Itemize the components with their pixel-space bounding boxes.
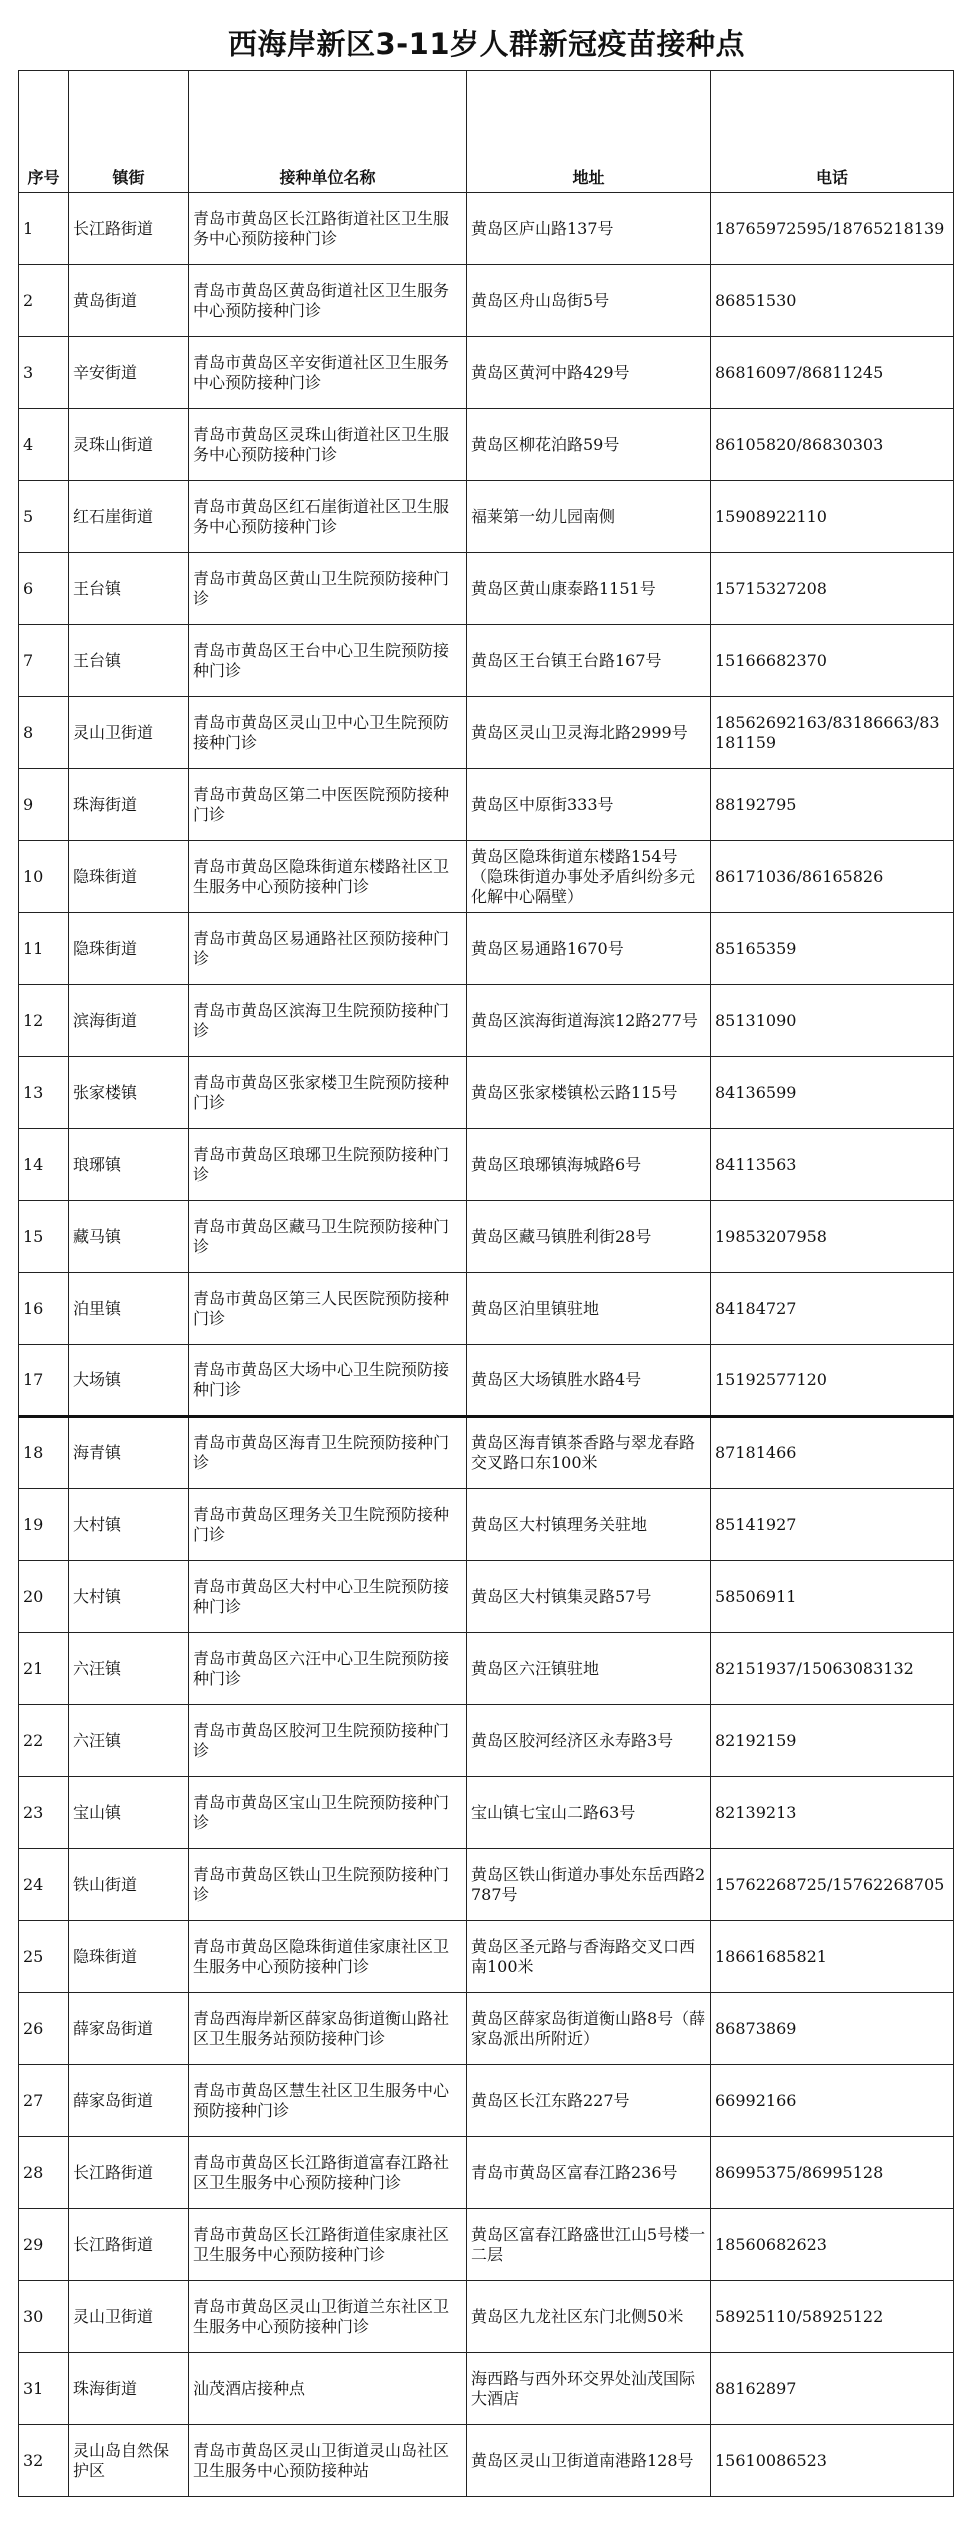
cell-street: 大村镇 [69, 1489, 189, 1561]
cell-phone: 15166682370 [711, 625, 954, 697]
cell-address: 黄岛区庐山路137号 [467, 193, 711, 265]
cell-address: 黄岛区黄山康泰路1151号 [467, 553, 711, 625]
cell-unit: 青岛市黄岛区易通路社区预防接种门诊 [189, 913, 467, 985]
cell-phone: 86851530 [711, 265, 954, 337]
cell-address: 黄岛区藏马镇胜利街28号 [467, 1201, 711, 1273]
cell-unit: 青岛市黄岛区辛安街道社区卫生服务中心预防接种门诊 [189, 337, 467, 409]
cell-no: 8 [19, 697, 69, 769]
cell-unit: 青岛市黄岛区张家楼卫生院预防接种门诊 [189, 1057, 467, 1129]
cell-phone: 15908922110 [711, 481, 954, 553]
cell-street: 滨海街道 [69, 985, 189, 1057]
cell-address: 黄岛区易通路1670号 [467, 913, 711, 985]
cell-unit: 青岛市黄岛区大村中心卫生院预防接种门诊 [189, 1561, 467, 1633]
table-row [19, 1489, 954, 1561]
cell-phone: 19853207958 [711, 1201, 954, 1273]
table-row [19, 769, 954, 841]
cell-phone: 82151937/15063083132 [711, 1633, 954, 1705]
cell-unit: 青岛市黄岛区黄山卫生院预防接种门诊 [189, 553, 467, 625]
cell-unit: 青岛市黄岛区第二中医医院预防接种门诊 [189, 769, 467, 841]
cell-unit: 青岛市黄岛区王台中心卫生院预防接种门诊 [189, 625, 467, 697]
cell-address: 黄岛区长江东路227号 [467, 2065, 711, 2137]
cell-phone: 18765972595/18765218139 [711, 193, 954, 265]
cell-street: 铁山街道 [69, 1849, 189, 1921]
table-row [19, 1921, 954, 1993]
cell-phone: 58925110/58925122 [711, 2281, 954, 2353]
cell-phone: 85165359 [711, 913, 954, 985]
table-row [19, 1417, 954, 1489]
cell-unit: 青岛市黄岛区红石崖街道社区卫生服务中心预防接种门诊 [189, 481, 467, 553]
cell-no: 28 [19, 2137, 69, 2209]
cell-phone: 85141927 [711, 1489, 954, 1561]
cell-no: 10 [19, 841, 69, 913]
vaccination-sites-table [18, 70, 954, 2497]
cell-unit: 青岛市黄岛区灵山卫中心卫生院预防接种门诊 [189, 697, 467, 769]
table-row [19, 2065, 954, 2137]
table-row [19, 913, 954, 985]
cell-street: 灵山卫街道 [69, 697, 189, 769]
cell-phone: 15715327208 [711, 553, 954, 625]
cell-phone: 18562692163/83186663/83181159 [711, 697, 954, 769]
table-row [19, 1273, 954, 1345]
cell-no: 23 [19, 1777, 69, 1849]
cell-address: 黄岛区大村镇理务关驻地 [467, 1489, 711, 1561]
cell-street: 王台镇 [69, 553, 189, 625]
cell-unit: 青岛市黄岛区大场中心卫生院预防接种门诊 [189, 1345, 467, 1417]
cell-unit: 青岛市黄岛区灵珠山街道社区卫生服务中心预防接种门诊 [189, 409, 467, 481]
cell-address: 黄岛区大场镇胜水路4号 [467, 1345, 711, 1417]
cell-unit: 青岛市黄岛区长江路街道社区卫生服务中心预防接种门诊 [189, 193, 467, 265]
cell-phone: 58506911 [711, 1561, 954, 1633]
cell-street: 长江路街道 [69, 193, 189, 265]
table-row [19, 2281, 954, 2353]
table-row [19, 409, 954, 481]
cell-address: 福莱第一幼儿园南侧 [467, 481, 711, 553]
table-row [19, 1201, 954, 1273]
cell-street: 辛安街道 [69, 337, 189, 409]
cell-street: 六汪镇 [69, 1633, 189, 1705]
cell-phone: 18560682623 [711, 2209, 954, 2281]
cell-unit: 青岛市黄岛区慧生社区卫生服务中心预防接种门诊 [189, 2065, 467, 2137]
table-row [19, 1777, 954, 1849]
table-row [19, 1561, 954, 1633]
cell-unit: 青岛市黄岛区滨海卫生院预防接种门诊 [189, 985, 467, 1057]
table-row [19, 1633, 954, 1705]
cell-no: 29 [19, 2209, 69, 2281]
table-row [19, 2353, 954, 2425]
cell-no: 18 [19, 1417, 69, 1489]
cell-unit: 青岛市黄岛区海青卫生院预防接种门诊 [189, 1417, 467, 1489]
table-row [19, 193, 954, 265]
cell-no: 7 [19, 625, 69, 697]
table-row [19, 985, 954, 1057]
cell-phone: 88192795 [711, 769, 954, 841]
cell-unit: 青岛市黄岛区灵山卫街道灵山岛社区卫生服务中心预防接种站 [189, 2425, 467, 2497]
cell-address: 黄岛区大村镇集灵路57号 [467, 1561, 711, 1633]
cell-address: 黄岛区张家楼镇松云路115号 [467, 1057, 711, 1129]
header-unit: 接种单位名称 [189, 71, 467, 193]
cell-address: 海西路与西外环交界处汕茂国际大酒店 [467, 2353, 711, 2425]
cell-street: 隐珠街道 [69, 913, 189, 985]
table-row [19, 337, 954, 409]
cell-phone: 86873869 [711, 1993, 954, 2065]
table-row [19, 1129, 954, 1201]
cell-address: 黄岛区胶河经济区永寿路3号 [467, 1705, 711, 1777]
cell-unit: 青岛西海岸新区薛家岛街道衡山路社区卫生服务站预防接种门诊 [189, 1993, 467, 2065]
cell-address: 黄岛区隐珠街道东楼路154号（隐珠街道办事处矛盾纠纷多元化解中心隔壁） [467, 841, 711, 913]
table-body [19, 193, 954, 2497]
cell-phone: 84184727 [711, 1273, 954, 1345]
table-row [19, 481, 954, 553]
cell-street: 长江路街道 [69, 2209, 189, 2281]
cell-unit: 青岛市黄岛区胶河卫生院预防接种门诊 [189, 1705, 467, 1777]
cell-address: 黄岛区六汪镇驻地 [467, 1633, 711, 1705]
header-street: 镇街 [69, 71, 189, 193]
cell-no: 1 [19, 193, 69, 265]
cell-no: 20 [19, 1561, 69, 1633]
cell-address: 黄岛区舟山岛街5号 [467, 265, 711, 337]
cell-phone: 15762268725/15762268705 [711, 1849, 954, 1921]
table-row [19, 1705, 954, 1777]
cell-address: 黄岛区琅琊镇海城路6号 [467, 1129, 711, 1201]
cell-unit: 青岛市黄岛区长江路街道佳家康社区卫生服务中心预防接种门诊 [189, 2209, 467, 2281]
cell-no: 12 [19, 985, 69, 1057]
header-address: 地址 [467, 71, 711, 193]
cell-street: 海青镇 [69, 1417, 189, 1489]
table-row [19, 1993, 954, 2065]
table-row [19, 2209, 954, 2281]
cell-address: 黄岛区柳花泊路59号 [467, 409, 711, 481]
cell-no: 2 [19, 265, 69, 337]
table-row [19, 625, 954, 697]
cell-street: 灵山岛自然保护区 [69, 2425, 189, 2497]
cell-no: 13 [19, 1057, 69, 1129]
cell-unit: 青岛市黄岛区灵山卫街道兰东社区卫生服务中心预防接种门诊 [189, 2281, 467, 2353]
cell-no: 11 [19, 913, 69, 985]
cell-address: 黄岛区中原街333号 [467, 769, 711, 841]
cell-unit: 青岛市黄岛区长江路街道富春江路社区卫生服务中心预防接种门诊 [189, 2137, 467, 2209]
cell-phone: 86816097/86811245 [711, 337, 954, 409]
header-no: 序号 [19, 71, 69, 193]
header-phone: 电话 [711, 71, 954, 193]
cell-phone: 82139213 [711, 1777, 954, 1849]
cell-phone: 18661685821 [711, 1921, 954, 1993]
cell-street: 大场镇 [69, 1345, 189, 1417]
table-row [19, 697, 954, 769]
cell-unit: 青岛市黄岛区隐珠街道佳家康社区卫生服务中心预防接种门诊 [189, 1921, 467, 1993]
table-row [19, 1057, 954, 1129]
cell-street: 珠海街道 [69, 2353, 189, 2425]
cell-phone: 88162897 [711, 2353, 954, 2425]
cell-phone: 15610086523 [711, 2425, 954, 2497]
cell-phone: 84113563 [711, 1129, 954, 1201]
cell-street: 隐珠街道 [69, 1921, 189, 1993]
cell-no: 14 [19, 1129, 69, 1201]
table-row [19, 841, 954, 913]
cell-address: 黄岛区黄河中路429号 [467, 337, 711, 409]
cell-no: 17 [19, 1345, 69, 1417]
cell-unit: 青岛市黄岛区琅琊卫生院预防接种门诊 [189, 1129, 467, 1201]
cell-no: 32 [19, 2425, 69, 2497]
cell-no: 3 [19, 337, 69, 409]
cell-street: 琅琊镇 [69, 1129, 189, 1201]
cell-address: 黄岛区泊里镇驻地 [467, 1273, 711, 1345]
cell-street: 珠海街道 [69, 769, 189, 841]
cell-no: 4 [19, 409, 69, 481]
cell-unit: 青岛市黄岛区黄岛街道社区卫生服务中心预防接种门诊 [189, 265, 467, 337]
cell-unit: 青岛市黄岛区隐珠街道东楼路社区卫生服务中心预防接种门诊 [189, 841, 467, 913]
cell-phone: 86105820/86830303 [711, 409, 954, 481]
cell-no: 6 [19, 553, 69, 625]
cell-street: 藏马镇 [69, 1201, 189, 1273]
cell-no: 9 [19, 769, 69, 841]
cell-no: 15 [19, 1201, 69, 1273]
header-row [19, 71, 954, 193]
cell-no: 30 [19, 2281, 69, 2353]
cell-street: 大村镇 [69, 1561, 189, 1633]
cell-address: 黄岛区薛家岛街道衡山路8号（薛家岛派出所附近） [467, 1993, 711, 2065]
cell-no: 19 [19, 1489, 69, 1561]
page-title: 西海岸新区3-11岁人群新冠疫苗接种点 [227, 27, 746, 61]
cell-unit: 青岛市黄岛区铁山卫生院预防接种门诊 [189, 1849, 467, 1921]
cell-address: 黄岛区圣元路与香海路交叉口西南100米 [467, 1921, 711, 1993]
cell-no: 27 [19, 2065, 69, 2137]
cell-no: 26 [19, 1993, 69, 2065]
cell-unit: 青岛市黄岛区理务关卫生院预防接种门诊 [189, 1489, 467, 1561]
cell-street: 王台镇 [69, 625, 189, 697]
cell-address: 黄岛区王台镇王台路167号 [467, 625, 711, 697]
cell-phone: 85131090 [711, 985, 954, 1057]
cell-unit: 青岛市黄岛区六汪中心卫生院预防接种门诊 [189, 1633, 467, 1705]
table-row [19, 1849, 954, 1921]
cell-address: 青岛市黄岛区富春江路236号 [467, 2137, 711, 2209]
cell-phone: 15192577120 [711, 1345, 954, 1417]
cell-address: 黄岛区九龙社区东门北侧50米 [467, 2281, 711, 2353]
cell-phone: 87181466 [711, 1417, 954, 1489]
cell-unit: 青岛市黄岛区藏马卫生院预防接种门诊 [189, 1201, 467, 1273]
cell-no: 5 [19, 481, 69, 553]
cell-no: 25 [19, 1921, 69, 1993]
cell-address: 黄岛区海青镇茶香路与翠龙春路交叉路口东100米 [467, 1417, 711, 1489]
cell-address: 宝山镇七宝山二路63号 [467, 1777, 711, 1849]
cell-phone: 82192159 [711, 1705, 954, 1777]
table-row [19, 265, 954, 337]
cell-street: 张家楼镇 [69, 1057, 189, 1129]
cell-no: 31 [19, 2353, 69, 2425]
cell-street: 六汪镇 [69, 1705, 189, 1777]
cell-street: 薛家岛街道 [69, 2065, 189, 2137]
cell-phone: 86171036/86165826 [711, 841, 954, 913]
cell-street: 宝山镇 [69, 1777, 189, 1849]
cell-address: 黄岛区灵山卫灵海北路2999号 [467, 697, 711, 769]
cell-no: 22 [19, 1705, 69, 1777]
cell-no: 21 [19, 1633, 69, 1705]
table-row [19, 2425, 954, 2497]
cell-street: 长江路街道 [69, 2137, 189, 2209]
cell-unit: 青岛市黄岛区宝山卫生院预防接种门诊 [189, 1777, 467, 1849]
cell-street: 薛家岛街道 [69, 1993, 189, 2065]
cell-street: 红石崖街道 [69, 481, 189, 553]
cell-unit: 青岛市黄岛区第三人民医院预防接种门诊 [189, 1273, 467, 1345]
table-row [19, 1345, 954, 1417]
cell-street: 灵珠山街道 [69, 409, 189, 481]
cell-address: 黄岛区富春江路盛世江山5号楼一二层 [467, 2209, 711, 2281]
cell-street: 泊里镇 [69, 1273, 189, 1345]
cell-phone: 66992166 [711, 2065, 954, 2137]
cell-street: 隐珠街道 [69, 841, 189, 913]
cell-street: 黄岛街道 [69, 265, 189, 337]
table-row [19, 553, 954, 625]
cell-address: 黄岛区滨海街道海滨12路277号 [467, 985, 711, 1057]
cell-unit: 汕茂酒店接种点 [189, 2353, 467, 2425]
cell-phone: 86995375/86995128 [711, 2137, 954, 2209]
table-row [19, 2137, 954, 2209]
cell-no: 24 [19, 1849, 69, 1921]
cell-no: 16 [19, 1273, 69, 1345]
cell-address: 黄岛区灵山卫街道南港路128号 [467, 2425, 711, 2497]
cell-phone: 84136599 [711, 1057, 954, 1129]
cell-street: 灵山卫街道 [69, 2281, 189, 2353]
cell-address: 黄岛区铁山街道办事处东岳西路2787号 [467, 1849, 711, 1921]
